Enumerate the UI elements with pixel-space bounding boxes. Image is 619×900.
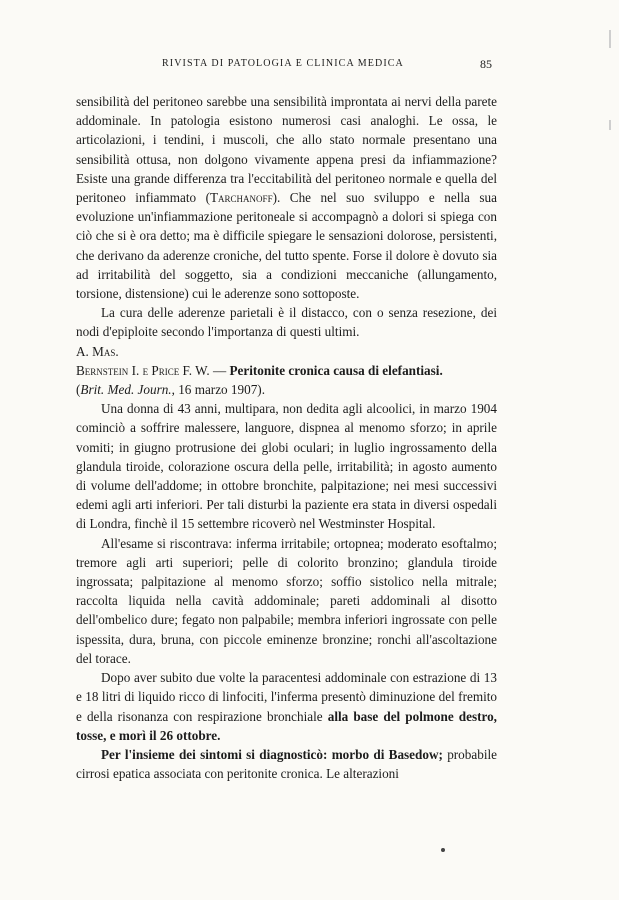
running-title: RIVISTA DI PATOLOGIA E CLINICA MEDICA xyxy=(162,58,404,69)
previous-article-paragraph: La cura delle aderenze parietali è il distacco, con o senza resezione, dei nodi d'epiploite secondo l'importanza di questi ultimi. xyxy=(76,305,497,340)
ink-spot xyxy=(441,848,445,852)
article-paragraph: Una donna di 43 anni, multipara, non dedita agli alcoolici, in marzo 1904 cominciò a soffrire malessere, languore, dispnea al menomo sforzo; in aprile vomiti; in giugno protrusione dei globi oculari; in luglio ingrossamento della glandula tiroide, colorazione oscura della pelle, irritabilità; in agosto aumento di volume dell'addome; in ottobre bronchite, palpitazione; nei mesi successivi edemi agli arti inferiori. Per tali disturbi la paziente era stata in diversi ospedali di Londra, finchè il 15 settembre ricoverò nel Westminster Hospital. xyxy=(76,401,497,532)
article-citation xyxy=(76,361,497,380)
page-number: 85 xyxy=(480,57,492,71)
citation-separator: — xyxy=(209,362,230,378)
page-body xyxy=(76,92,497,783)
article-paragraph xyxy=(76,745,497,783)
paragraph-text-bold: Per l'insieme dei sintomi si diagnosticò: morbo di Basedow; xyxy=(101,746,443,762)
article-source xyxy=(76,380,497,399)
article-authors: Bernstein I. e Price F. W. xyxy=(76,362,210,378)
cited-author: Tarchanoff xyxy=(210,190,273,206)
paragraph-text: probabile cirrosi epatica associata con peritonite cronica. Le alterazioni xyxy=(76,746,497,782)
paragraph-text: ). Che nel suo sviluppo e nella sua evoluzione un'infiammazione peritoneale si accompagnò a dolori si spiega con ciò che si è ora detto; ma è difficile spiegare le sensazioni dolorose, persistenti, che derivano da aderenze croniche, del tutto spente. Forse il dolore è dovuto sia ad irritabilità del soggetto, sia a condizioni meccaniche (allungamento, torsione, distensione) cui le aderenze sono sottoposte. xyxy=(76,190,497,302)
source-bracket: ( xyxy=(76,382,81,398)
article-paragraph xyxy=(76,668,497,745)
source-journal: Brit. Med. Journ. xyxy=(80,382,172,398)
paragraph-text-bold: alla base del polmone destro, tosse, e morì il 26 ottobre. xyxy=(76,708,497,743)
running-header xyxy=(0,58,619,74)
signature: A. Mas. xyxy=(76,343,119,359)
article-title: Peritonite cronica causa di elefantiasi. xyxy=(229,362,443,378)
source-date: , 16 marzo 1907). xyxy=(171,382,265,398)
previous-article-paragraph xyxy=(76,92,497,303)
scan-margin-mark xyxy=(609,120,611,130)
article-paragraph: All'esame si riscontrava: inferma irritabile; ortopnea; moderato esoftalmo; tremore agli arti superiori; pelle di colorito bronzino; glandula tiroide ingrossata; palpitazione al menomo sforzo; soffio sistolico nella mitrale; raccolta liquida nella cavità addominale; pareti addominali al disotto dell'ombelico dure; fegato non palpabile; membra inferiori ingrossate con pelle ispessita, dura, bruna, con piccole eminenze bronzine; ronchi all'ascoltazione del torace. xyxy=(76,535,497,666)
scan-margin-mark xyxy=(609,30,611,48)
paragraph-text: Dopo aver subito due volte la paracentesi addominale con estrazione di 13 e 18 litri di liquido ricco di linfociti, l'inferma presentò diminuzione del fremito e della risonanza con respirazione bronchiale xyxy=(76,670,497,724)
paragraph-text: sensibilità del peritoneo sarebbe una sensibilità improntata ai nervi della parete addominale. In patologia esistono numerosi casi analoghi. Le ossa, le articolazioni, i tendini, i muscoli, che allo stato normale presentano una sensibilità ottusa, non dolgono vivamente appena presi da infiammazione? Esiste una grande differenza tra l'eccitabilità del peritoneo normale e quella del peritoneo infiammato ( xyxy=(76,94,497,206)
